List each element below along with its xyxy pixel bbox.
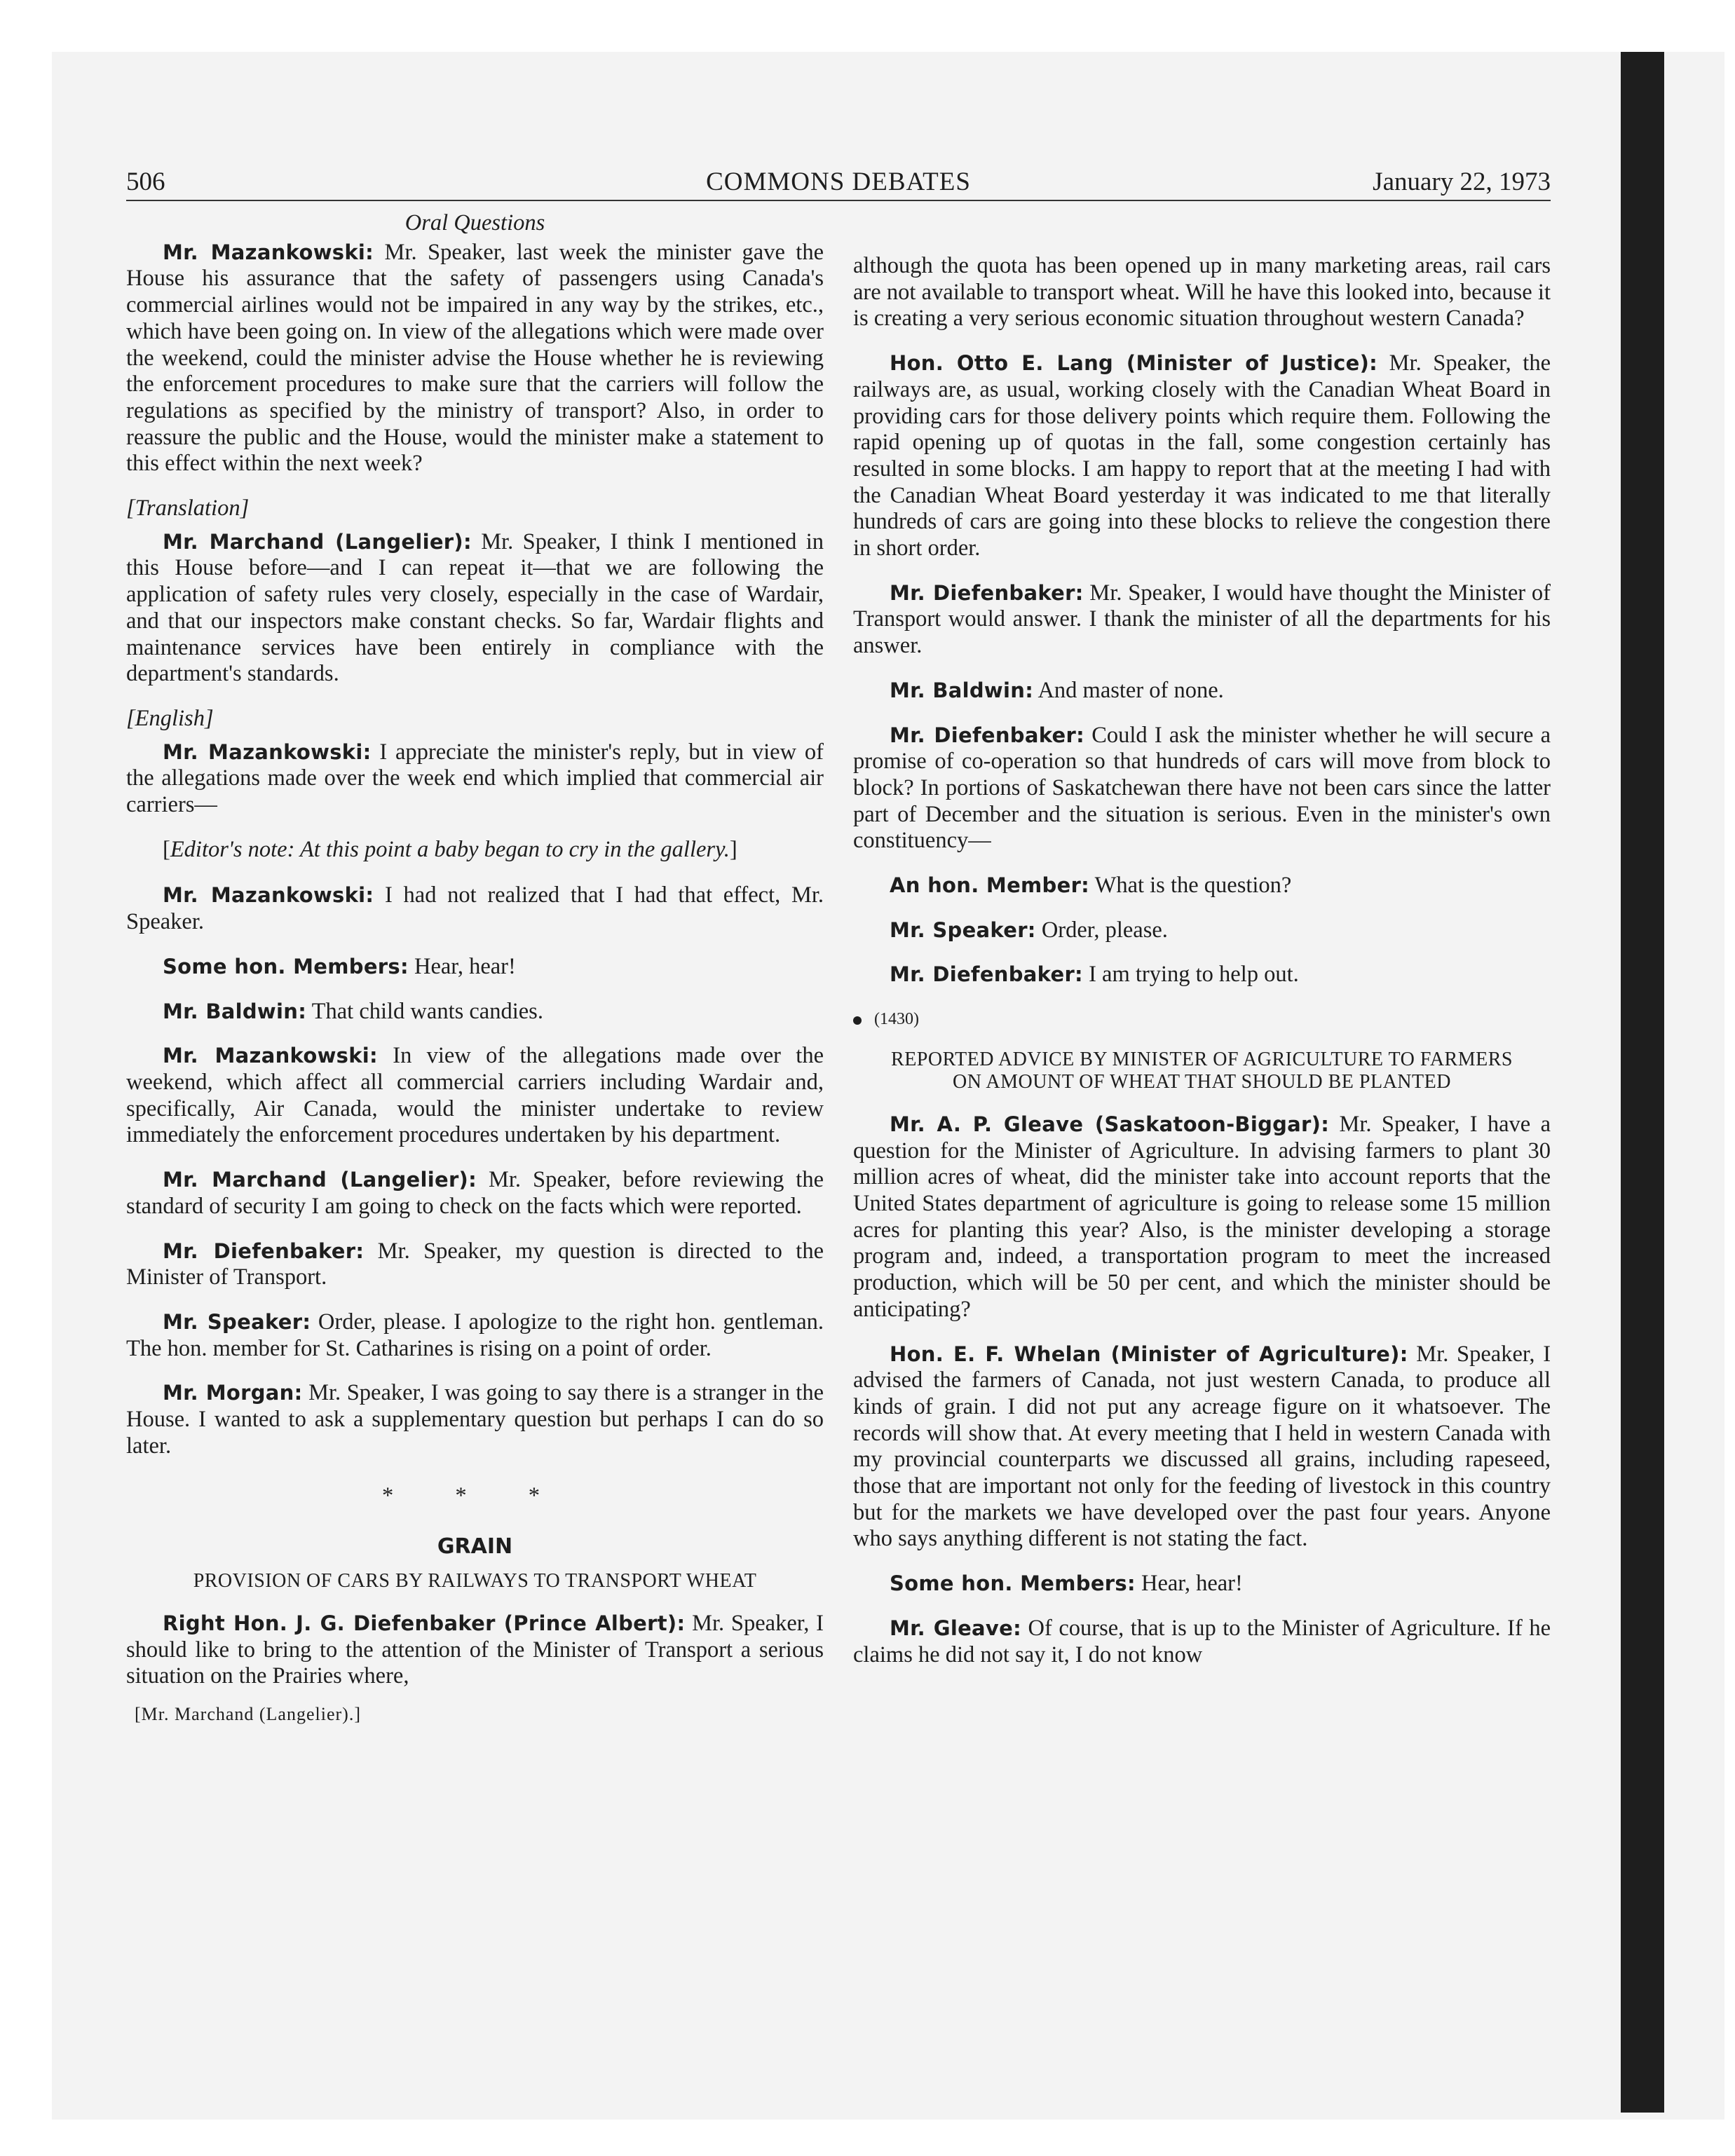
speech-text: Could I ask the minister whether he will secure a promise of co-operation so that hundreds of cars will move from block to block? In portions of Saskatchewan there have not been cars since the latter part of December and the situation is serious. Even in the minister's own constituency— bbox=[853, 722, 1551, 854]
speech-text: What is the question? bbox=[1094, 873, 1292, 899]
speaker-name: Mr. Marchand (Langelier): bbox=[163, 529, 472, 554]
speaker-name: Mr. Mazankowski: bbox=[163, 883, 374, 908]
editor-note-text: Editor's note: At this point a baby began to cry in the gallery. bbox=[170, 836, 730, 862]
speech-paragraph bbox=[853, 962, 1551, 988]
speech-paragraph bbox=[853, 723, 1551, 855]
speech-text: I had not realized that I had that effect, Mr. Speaker. bbox=[126, 882, 824, 935]
speech-paragraph bbox=[126, 1611, 824, 1690]
speech-paragraph bbox=[853, 580, 1551, 660]
running-title: COMMONS DEBATES bbox=[706, 168, 971, 196]
speech-paragraph bbox=[853, 1571, 1551, 1597]
speech-paragraph bbox=[126, 954, 824, 981]
speaker-name: Mr. Mazankowski: bbox=[163, 1044, 378, 1068]
speech-text: And master of none. bbox=[1037, 677, 1224, 703]
speaker-name: Mr. Mazankowski: bbox=[163, 739, 372, 764]
page-number: 506 bbox=[126, 168, 165, 196]
speaker-name: Mr. Diefenbaker: bbox=[163, 1239, 365, 1263]
speech-text: Mr. Speaker, before reviewing the standard of security I am going to check on the facts which were reported. bbox=[126, 1167, 824, 1219]
speech-paragraph bbox=[126, 240, 824, 477]
speech-text: Mr. Speaker, I advised the farmers of Canada, not just western Canada, to produce all kinds of grain. I did not put any acreage figure on it whatsoever. The records will show that. At every meeting that I held in western Canada with my provincial counterparts we discussed all grains, including rapeseed, those that are important not only for the feeding of livestock in this country but for the markets we have developed over the past four years. Anyone who says anything different is not stating the fact. bbox=[853, 1341, 1551, 1552]
editor-note-close: ] bbox=[729, 836, 737, 862]
speech-text: Mr. Speaker, I think I mentioned in this House before—and I can repeat it—that we are following the application of safety rules very closely, especially in the case of Wardair, and that our inspectors make constant checks. So far, Wardair flights and maintenance services have been entirely in compliance with the department's standards. bbox=[126, 528, 824, 687]
speech-continuation: although the quota has been opened up in many marketing areas, rail cars are not available to transport wheat. Will he have this looked into, because it is creating a very serious economic situation throughout western Canada? bbox=[853, 253, 1551, 332]
speech-paragraph bbox=[853, 1616, 1551, 1668]
speaker-name: Mr. Marchand (Langelier): bbox=[163, 1168, 477, 1192]
bullet-icon bbox=[853, 1016, 862, 1025]
header-date: January 22, 1973 bbox=[1373, 168, 1551, 196]
speech-text: Mr. Speaker, I have a question for the Minister of Agriculture. In advising farmers to plant 30 million acres of wheat, did the minister take into account reports that the United States department of agriculture is going to release some 15 million acres for planting this year? Also, is the minister developing a storage program and, indeed, a transportation program to meet the increased production, which will be 50 per cent, and which the minister should be anticipating? bbox=[853, 1111, 1551, 1322]
speech-text: Order, please. I apologize to the right hon. gentleman. The hon. member for St. Catharines is rising on a point of order. bbox=[126, 1309, 824, 1361]
right-column bbox=[853, 253, 1551, 1686]
speech-paragraph bbox=[853, 1342, 1551, 1553]
speech-paragraph bbox=[126, 739, 824, 819]
time-text: (1430) bbox=[874, 1010, 919, 1029]
scan-edge-bar bbox=[1621, 52, 1664, 2113]
speaker-name: Mr. Diefenbaker: bbox=[890, 580, 1084, 605]
speech-paragraph bbox=[126, 1167, 824, 1220]
speaker-name: Mr. Mazankowski: bbox=[163, 240, 374, 264]
speech-text: Mr. Speaker, the railways are, as usual, working closely with the Canadian Wheat Board in providing cars for those delivery points which require them. Following the rapid opening up of quotas in the fall, some congestion certainly has resulted in some blocks. I am happy to report that at the meeting I had with the Canadian Wheat Board yesterday it was indicated to me that literally hundreds of cars are going into these blocks to relieve the congestion there in short order. bbox=[853, 350, 1551, 561]
speaker-name: Mr. Baldwin: bbox=[163, 999, 307, 1023]
speech-text: Mr. Speaker, my question is directed to the Minister of Transport. bbox=[126, 1238, 824, 1290]
editor-note-open: [ bbox=[163, 836, 170, 862]
speech-paragraph bbox=[126, 1380, 824, 1459]
left-column bbox=[126, 210, 824, 1728]
speech-paragraph bbox=[853, 350, 1551, 562]
speech-text: That child wants candies. bbox=[311, 998, 543, 1024]
speaker-name: Hon. E. F. Whelan (Minister of Agriculture): bbox=[890, 1342, 1408, 1366]
speaker-name: Mr. Baldwin: bbox=[890, 678, 1034, 702]
footnote: [Mr. Marchand (Langelier).] bbox=[135, 1703, 361, 1724]
speaker-name: Hon. Otto E. Lang (Minister of Justice): bbox=[890, 351, 1378, 376]
speech-text: Hear, hear! bbox=[414, 953, 516, 979]
speaker-name: Mr. Speaker: bbox=[163, 1309, 311, 1334]
section-title: Oral Questions bbox=[404, 210, 545, 236]
speech-paragraph bbox=[126, 1239, 824, 1291]
speech-text: Order, please. bbox=[1041, 917, 1168, 943]
speech-text: Mr. Speaker, last week the minister gave the House his assurance that the safety of passengers using Canada's commercial airlines would not be impaired in any way by the strikes, etc., which have been going on. In view of the allegations which were made over the weekend, could the minister advise the House whether he is reviewing the enforcement procedures to make sure that the carriers will follow the regulations as specified by the ministry of transport? Also, in order to reassure the public and the House, would the minister make a statement to this effect within the next week? bbox=[126, 239, 824, 477]
speaker-name: Some hon. Members: bbox=[163, 954, 409, 978]
speech-text: Mr. Speaker, I was going to say there is a stranger in the House. I wanted to ask a supplementary question but perhaps I can do so later. bbox=[126, 1380, 824, 1459]
speech-paragraph bbox=[126, 529, 824, 688]
speech-paragraph bbox=[853, 917, 1551, 944]
speech-text: Hear, hear! bbox=[1141, 1571, 1243, 1597]
time-marker bbox=[853, 1007, 1551, 1033]
speaker-name: An hon. Member: bbox=[890, 873, 1090, 898]
speech-paragraph bbox=[853, 1112, 1551, 1323]
heading-grain: GRAIN bbox=[437, 1534, 513, 1560]
speech-text: I appreciate the minister's reply, but in view of the allegations made over the week end which implied that commercial air carriers— bbox=[126, 739, 824, 818]
speech-text: I am trying to help out. bbox=[1089, 962, 1299, 988]
speaker-name: Mr. A. P. Gleave (Saskatoon-Biggar): bbox=[890, 1112, 1330, 1136]
section-separator: * * * bbox=[382, 1483, 568, 1509]
translation-label: [Translation] bbox=[126, 496, 250, 521]
speech-paragraph bbox=[126, 1309, 824, 1362]
speaker-name: Mr. Diefenbaker: bbox=[890, 962, 1083, 987]
speaker-name: Some hon. Members: bbox=[890, 1571, 1136, 1596]
editor-note bbox=[126, 837, 824, 864]
speaker-name: Mr. Morgan: bbox=[163, 1381, 303, 1405]
speech-paragraph bbox=[126, 999, 824, 1025]
speech-paragraph bbox=[126, 882, 824, 935]
speaker-name: Mr. Diefenbaker: bbox=[890, 723, 1085, 747]
page-header bbox=[126, 165, 1551, 202]
speech-text: Mr. Speaker, I should like to bring to the attention of the Minister of Transport a serious situation on the Prairies where, bbox=[126, 1610, 824, 1689]
speech-text: Mr. Speaker, I would have thought the Minister of Transport would answer. I thank the minister of all the departments for his answer. bbox=[853, 580, 1551, 659]
subheading-wheat: REPORTED ADVICE BY MINISTER OF AGRICULTURE TO FARMERS ON AMOUNT OF WHEAT THAT SHOULD BE PLANTED bbox=[891, 1048, 1513, 1093]
speech-paragraph bbox=[126, 1043, 824, 1149]
header-rule bbox=[126, 200, 1551, 201]
speaker-name: Mr. Gleave: bbox=[890, 1616, 1021, 1640]
subheading-cars: PROVISION OF CARS BY RAILWAYS TO TRANSPORT WHEAT bbox=[193, 1569, 757, 1592]
english-label: [English] bbox=[126, 705, 214, 731]
speech-paragraph bbox=[853, 678, 1551, 704]
speech-text: In view of the allegations made over the weekend, which affect all commercial carriers including Wardair and, specifically, Air Canada, would the minister undertake to review immediately the enforcement procedures undertaken by his department. bbox=[126, 1043, 824, 1148]
speech-text: Of course, that is up to the Minister of Agriculture. If he claims he did not say it, I do not know bbox=[853, 1615, 1551, 1667]
speaker-name: Right Hon. J. G. Diefenbaker (Prince Albert): bbox=[163, 1611, 686, 1635]
speaker-name: Mr. Speaker: bbox=[890, 917, 1036, 942]
speech-paragraph bbox=[853, 873, 1551, 899]
